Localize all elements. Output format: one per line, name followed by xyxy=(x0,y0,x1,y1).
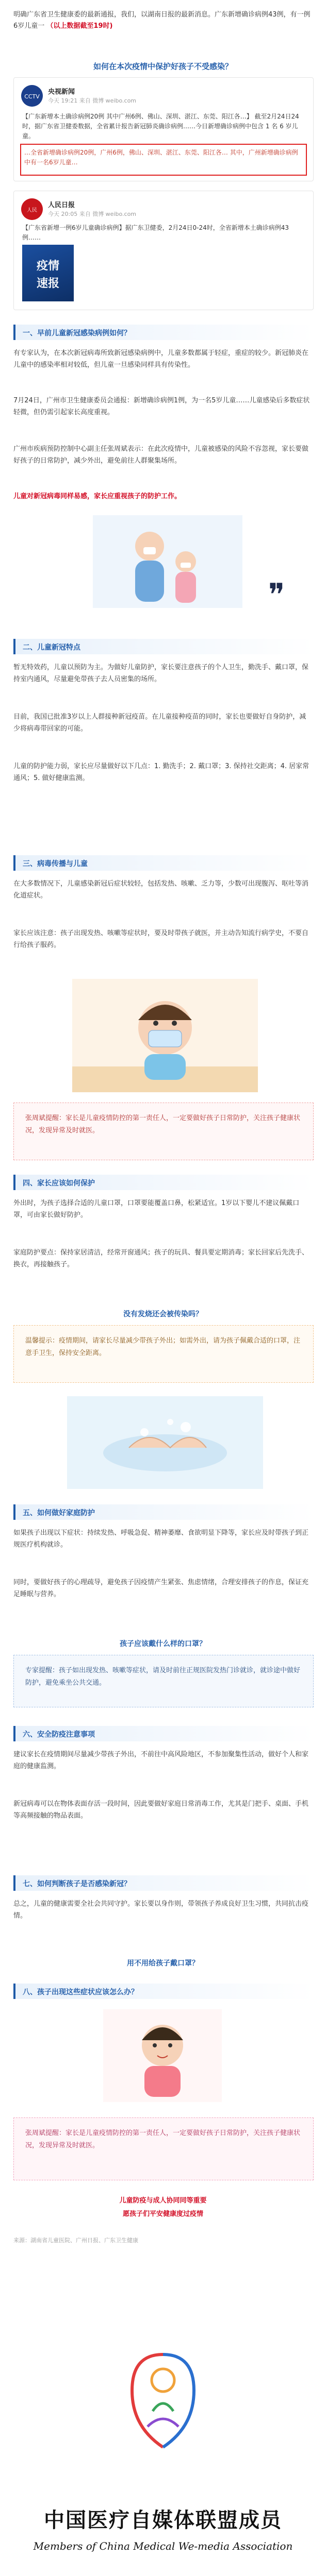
weibo-source-name[interactable]: 央视新闻 xyxy=(48,88,75,96)
section-5-title: 五、如何做好家庭防护 xyxy=(23,1509,95,1517)
section-8-heading xyxy=(13,1984,315,1999)
highlight-box xyxy=(20,144,307,176)
tip-text-a: 温馨提示：疫情期间，请家长尽量减少带孩子外出；如需外出，请为孩子佩戴合适的口罩，注意手卫生，保持安全距离。 xyxy=(25,1337,301,1357)
section-1-heading xyxy=(13,325,315,340)
tip-box-b xyxy=(13,1655,314,1707)
para-4-highlight: 儿童对新冠病毒同样易感，家长应重视孩子的防护工作。 xyxy=(13,493,182,500)
para-13: 同时，要做好孩子的心理疏导，避免孩子因疫情产生紧张、焦虑情绪，合理安排孩子的作息，保证充足睡眠与营养。 xyxy=(13,1579,309,1598)
para-6: 目前，我国已批准3岁以上人群接种新冠疫苗。在儿童接种疫苗的同时，家长也要做好自身防护，减少将病毒带回家的可能。 xyxy=(13,713,306,733)
highlight-text: …全省新增确诊病例20例，广州6例，佛山、深圳、湛江、东莞、阳江各… 其中，广州新增确诊病例中有一名6岁儿童… xyxy=(24,149,298,166)
section-2-title: 二、儿童新冠特点 xyxy=(23,643,80,652)
closing-quote-box xyxy=(13,2117,314,2180)
cctv-avatar xyxy=(21,85,43,107)
closing-line-1: 儿童防疫与成人协同同等重要 xyxy=(119,2197,207,2205)
section-2-heading xyxy=(13,639,315,654)
alliance-title: 中国医疗自媒体联盟成员 xyxy=(44,2509,282,2532)
people-daily-logo-icon xyxy=(21,198,43,220)
intro-emphasis: （以上数据截至19时) xyxy=(46,22,113,30)
para-8: 在大多数情况下，儿童感染新冠后症状较轻，包括发热、咳嗽、乏力等，少数可出现腹泻、呕吐等消化道症状。 xyxy=(13,880,309,900)
section-5-heading xyxy=(13,1504,315,1520)
expert-quote: 张周斌提醒：家长是儿童疫情防控的第一责任人，一定要做好孩子日常防护，关注孩子健康状况，发现异常及时就医。 xyxy=(25,1114,301,1134)
para-9: 家长应该注意：孩子出现发热、咳嗽等症状时，要及时带孩子就医，并主动告知流行病学史，不要自行给孩子服药。 xyxy=(13,929,309,949)
cctv-logo-icon xyxy=(21,85,43,107)
tip-text-b: 专家提醒：孩子如出现发热、咳嗽等症状，请及时前往正规医院发热门诊就诊，就诊途中做好防护，避免乘坐公共交通。 xyxy=(25,1667,301,1687)
child-cartoon-illustration xyxy=(103,2009,222,2102)
closing-quote-text: 张周斌提醒：家长是儿童疫情防控的第一责任人，一定要做好孩子日常防护，关注孩子健康状况，发现异常及时就医。 xyxy=(25,2129,301,2149)
child-mask-icon xyxy=(72,979,258,1092)
alliance-logo xyxy=(122,2349,204,2452)
para-7: 儿童的防护能力弱，家长应尽量做好以下几点：1. 勤洗手；2. 戴口罩；3. 保持社交距离；4. 居家常通风；5. 做好健康监测。 xyxy=(13,762,309,782)
expert-quote-box xyxy=(13,1103,314,1160)
weibo-card-people[interactable] xyxy=(13,191,314,310)
svg-text:人民: 人民 xyxy=(27,208,37,213)
weibo2-source-name[interactable]: 人民日报 xyxy=(48,201,75,209)
para-14: 建议家长在疫情期间尽量减少带孩子外出，不前往中高风险地区，不参加聚集性活动，做好个人和家庭的健康监测。 xyxy=(13,1751,309,1770)
weibo-body: 【广东新增本土确诊病例20例 其中广州6例、佛山、深圳、湛江、东莞、阳江各…】 截至2月24日24时，据广东省卫健委数据，全省累计报告新冠肺炎确诊病例……今日新增确诊病例中包含 1 名 6 岁儿童。 xyxy=(22,113,299,140)
qa-title-c: 用不用给孩子戴口罩？ xyxy=(127,1959,199,1968)
para-2: 7月24日，广州市卫生健康委员会通报：新增确诊病例1例，为一名5岁儿童……儿童感染后多数症状轻微，但仍需引起家长高度重视。 xyxy=(13,397,310,416)
intro-paragraph xyxy=(13,9,312,32)
para-5: 暂无特效药，儿童以预防为主。为做好儿童防护，家长要注意孩子的个人卫生，勤洗手、戴口罩，保持室内通风，尽量避免带孩子去人员密集的场所。 xyxy=(13,664,309,683)
para-15: 新冠病毒可以在物体表面存活一段时间，因此要做好家庭日常消毒工作，尤其是门把手、桌面、手机等高频接触的物品表面。 xyxy=(13,1800,309,1820)
child-mask-illustration xyxy=(72,979,258,1092)
handwashing-illustration xyxy=(67,1396,263,1489)
para-12: 如果孩子出现以下症状：持续发热、呼吸急促、精神萎靡、食欲明显下降等，家长应及时带孩子到正规医疗机构就诊。 xyxy=(13,1529,309,1549)
quote-mark-icon: ❞ xyxy=(268,577,285,613)
para-16: 总之，儿童的健康需要全社会共同守护。家长要以身作则，带领孩子养成良好卫生习惯，共同抗击疫情。 xyxy=(13,1900,309,1920)
section-6-title: 六、安全防疫注意事项 xyxy=(23,1731,95,1739)
epidemic-badge xyxy=(22,245,74,301)
weibo2-meta: 今天 20:05 来自 微博 weibo.com xyxy=(48,211,137,217)
badge-line1: 疫情 xyxy=(36,260,59,273)
mother-child-illustration xyxy=(93,515,242,608)
qa-title-a: 没有发烧还会被传染吗？ xyxy=(123,1310,203,1318)
article-subtitle: 如何在本次疫情中保护好孩子不受感染？ xyxy=(93,62,233,71)
alliance-logo-icon xyxy=(122,2349,204,2452)
section-7-title: 七、如何判断孩子是否感染新冠？ xyxy=(23,1880,131,1888)
weibo-meta: 今天 19:21 来自 微博 weibo.com xyxy=(48,97,137,104)
alliance-subtitle: Members of China Medical We-media Association xyxy=(33,2540,293,2552)
section-3-heading xyxy=(13,855,315,871)
weibo-card-cctv[interactable] xyxy=(13,77,314,181)
para-1: 有专家认为，在本次新冠病毒所致新冠感染病例中，儿童多数都属于轻症，重症的较少。新冠肺炎在儿童中的感染率相对较低，但儿童一旦感染同样具有传染性。 xyxy=(13,349,309,369)
section-4-heading xyxy=(13,1175,315,1190)
section-3-title: 三、病毒传播与儿童 xyxy=(23,860,88,868)
para-11: 家庭防护要点：保持家居清洁，经常开窗通风；孩子的玩具、餐具要定期消毒；家长回家后先洗手、换衣，再接触孩子。 xyxy=(13,1249,309,1268)
closing-line-2: 愿孩子们平安健康度过疫情 xyxy=(122,2210,203,2218)
section-6-heading xyxy=(13,1726,315,1741)
section-8-title: 八、孩子出现这些症状应该怎么办？ xyxy=(23,1988,138,1996)
section-1-title: 一、早前儿童新冠感染病例如何？ xyxy=(23,329,131,337)
para-10: 外出时，为孩子选择合适的儿童口罩，口罩要能覆盖口鼻，松紧适宜。1岁以下婴儿不建议佩戴口罩，可由家长做好防护。 xyxy=(13,1199,300,1219)
weibo2-body: 【广东省新增一例6岁儿童确诊病例】据广东卫健委，2月24日0-24时，全省新增本土确诊病例43例…… xyxy=(22,224,289,241)
section-7-heading xyxy=(13,1875,315,1891)
child-cartoon-icon xyxy=(103,2009,222,2102)
mother-child-icon xyxy=(93,515,242,608)
intro-lead: 明确广东省卫生健康委的最新通报，我们，以湖南日报的最新消息。广东新增确诊病例43例，有一例6岁儿童一 xyxy=(13,11,311,30)
source-caption: 来源：湖南省儿童医院、广州日报、广东卫生健康 xyxy=(13,2237,138,2244)
badge-line2: 速报 xyxy=(36,277,59,290)
tip-box-a xyxy=(13,1325,314,1383)
people-avatar xyxy=(21,198,43,220)
qa-title-b: 孩子应该戴什么样的口罩？ xyxy=(120,1640,206,1648)
para-3: 广州市疾病预防控制中心副主任张周斌表示：在此次疫情中，儿童被感染的风险不容忽视，家长要做好孩子的日常防护，减少外出，避免前往人群聚集场所。 xyxy=(13,445,309,465)
section-4-title: 四、家长应该如何保护 xyxy=(23,1179,95,1188)
handwashing-icon xyxy=(67,1396,263,1489)
svg-text:CCTV: CCTV xyxy=(24,93,40,100)
